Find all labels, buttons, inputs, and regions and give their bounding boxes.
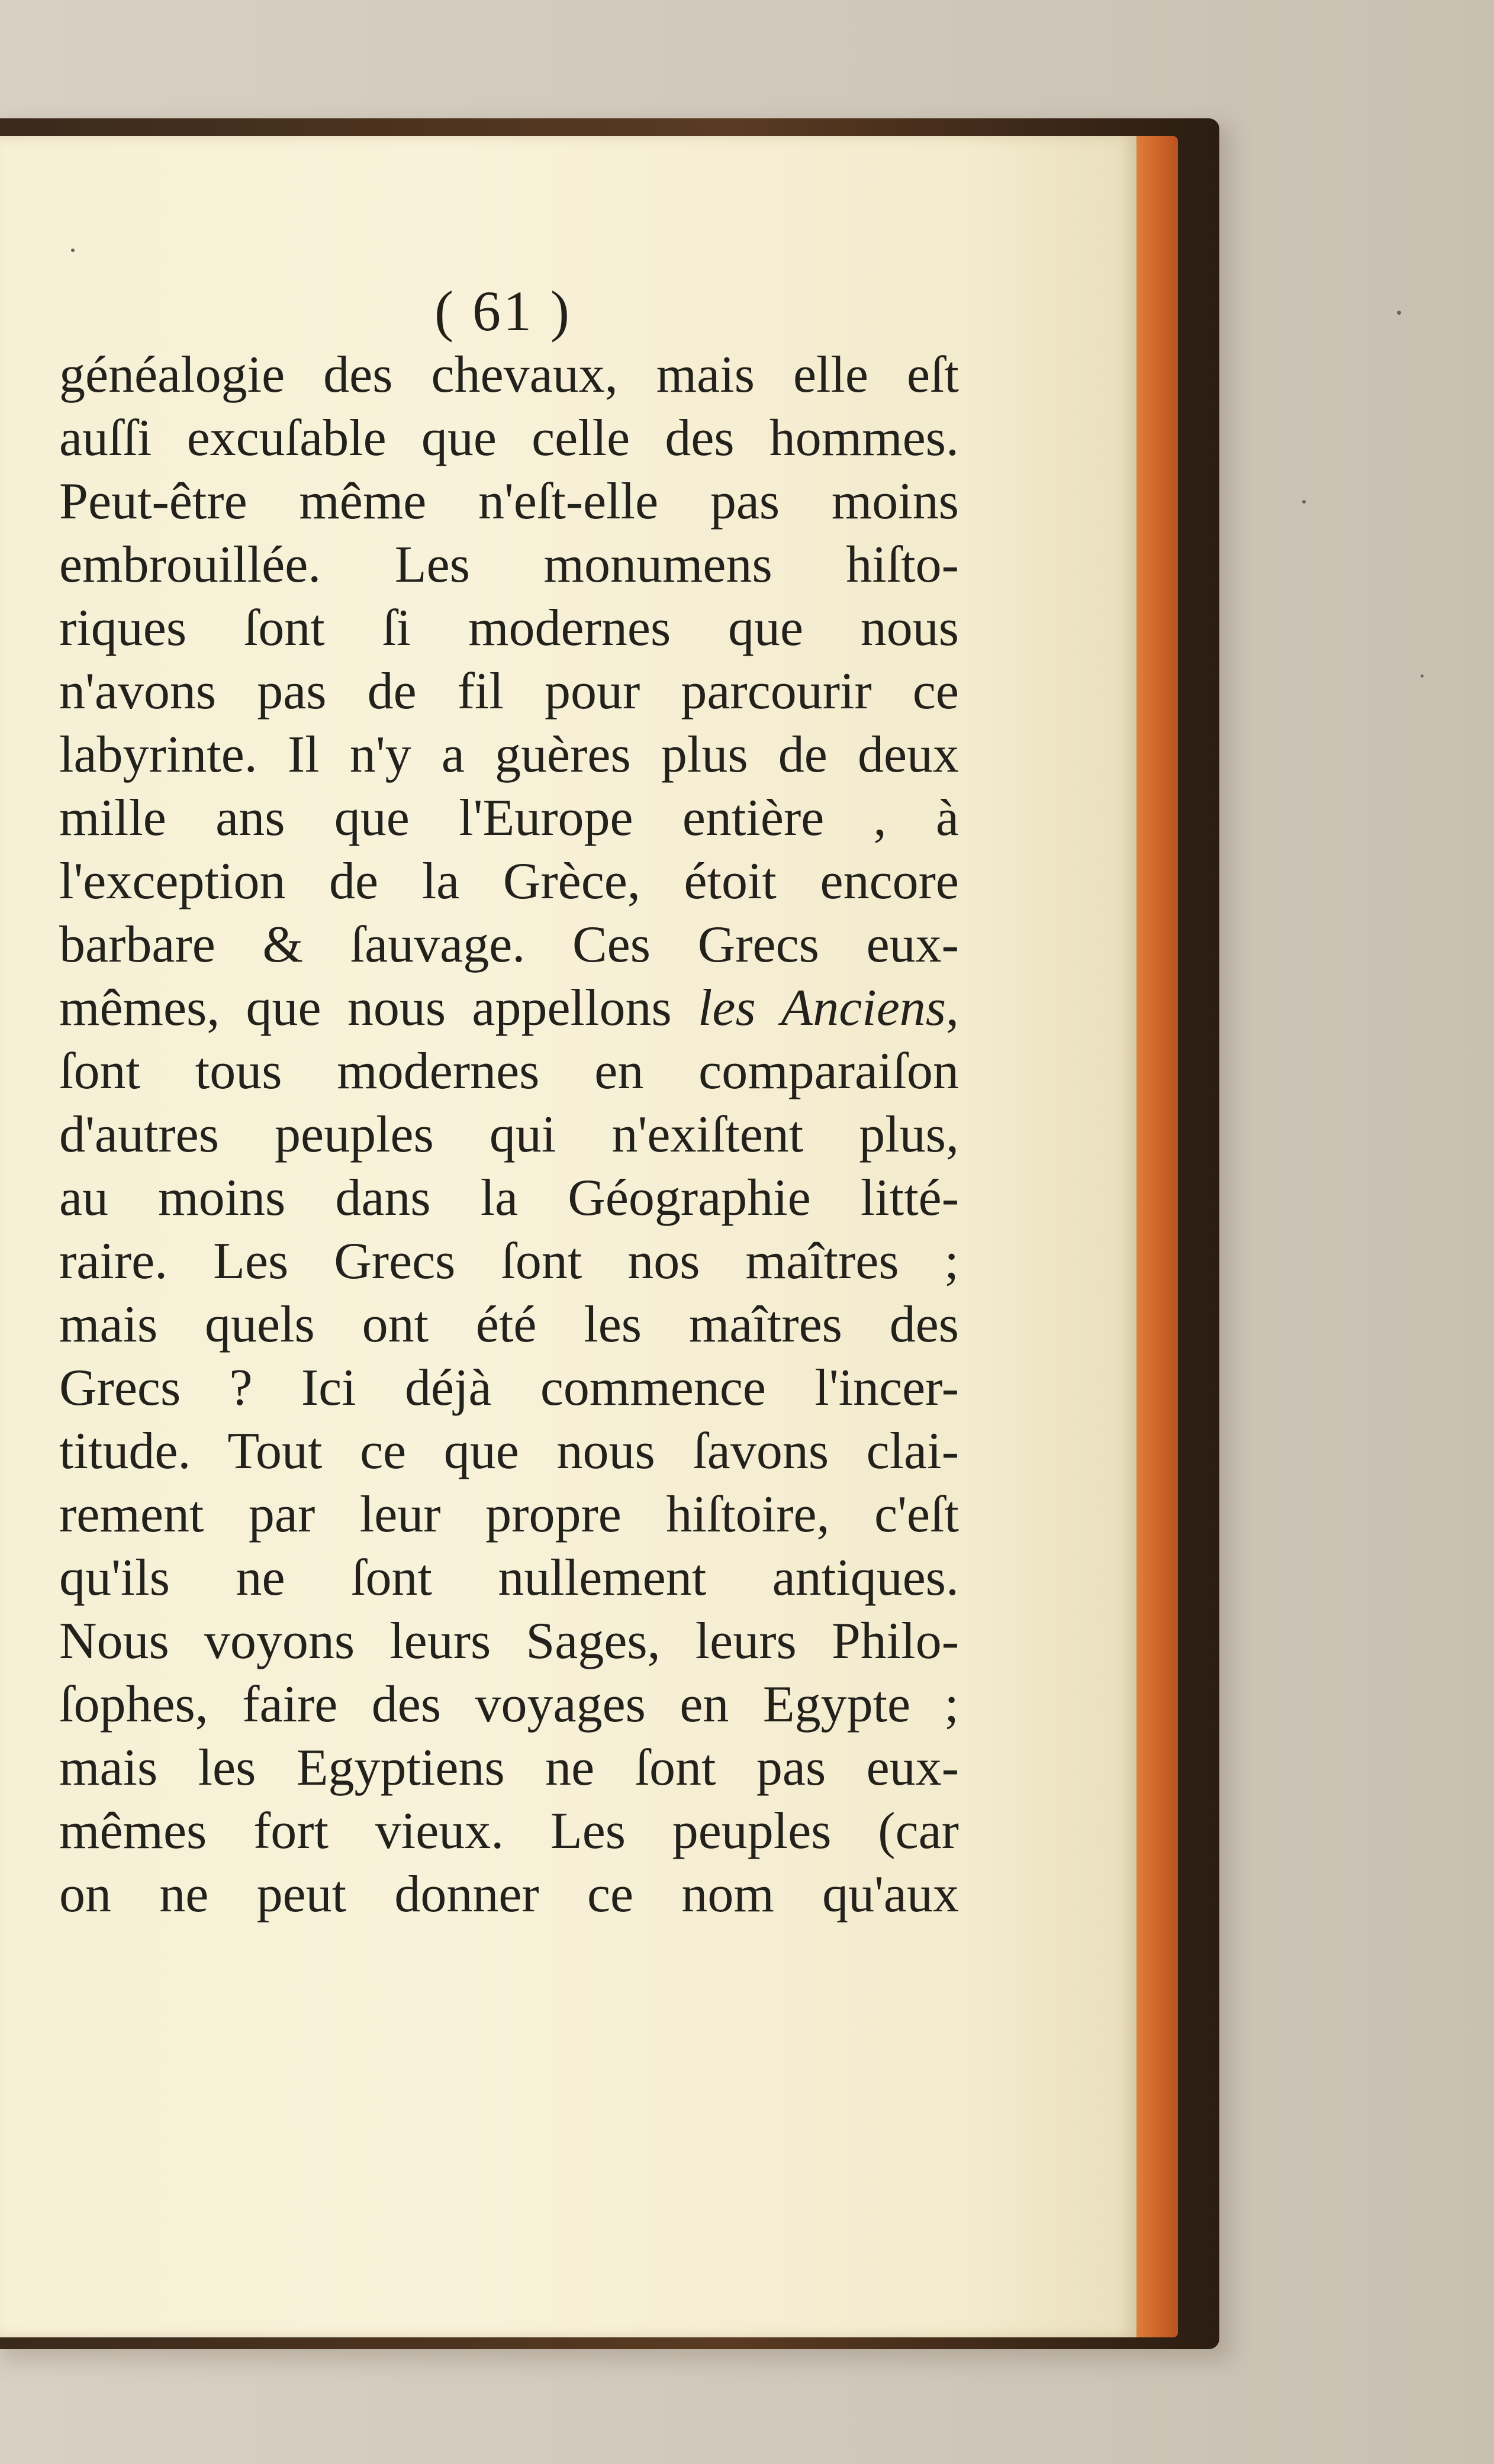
text-line [59, 1736, 959, 1799]
dust-speck [1397, 311, 1401, 315]
text-segment: labyrinte. Il n'y a guères plus de deux [59, 726, 959, 783]
text-line [59, 1863, 959, 1926]
text-line [59, 343, 959, 407]
text-line [59, 533, 959, 596]
text-segment: l'exception de la Grèce, étoit encore [59, 853, 959, 910]
text-segment: mais quels ont été les maîtres des [59, 1296, 959, 1353]
text-line [59, 723, 959, 786]
text-segment: Peut-être même n'eſt-elle pas moins [59, 473, 959, 530]
text-line [59, 1610, 959, 1673]
text-line [59, 913, 959, 976]
text-line [59, 1356, 959, 1420]
text-line [59, 1040, 959, 1103]
text-line [59, 976, 959, 1040]
text-segment: au moins dans la Géographie litté- [59, 1169, 959, 1227]
text-line [59, 1230, 959, 1293]
text-segment: ſont tous modernes en comparaiſon [59, 1043, 959, 1100]
text-line [59, 660, 959, 723]
body-text [59, 343, 959, 1926]
text-line [59, 1673, 959, 1736]
text-segment: on ne peut donner ce nom qu'aux [59, 1866, 959, 1923]
text-line [59, 596, 959, 660]
text-segment: d'autres peuples qui n'exiſtent plus, [59, 1106, 959, 1163]
text-line [59, 1293, 959, 1356]
text-segment: mais les Egyptiens ne ſont pas eux- [59, 1739, 959, 1797]
dust-speck [71, 249, 75, 252]
page-number: ( 61 ) [434, 279, 572, 343]
text-line [59, 470, 959, 533]
text-segment: titude. Tout ce que nous ſavons clai- [59, 1423, 959, 1480]
text-segment: embrouillée. Les monumens hiſto- [59, 536, 959, 594]
text-segment: rement par leur propre hiſtoire, c'eſt [59, 1486, 959, 1543]
text-line [59, 1799, 959, 1863]
text-line [59, 407, 959, 470]
text-line [59, 786, 959, 850]
page-edge-gilt [1134, 136, 1178, 2337]
text-line [59, 1483, 959, 1546]
text-line [59, 1420, 959, 1483]
text-line [59, 1166, 959, 1230]
text-line [59, 1546, 959, 1610]
text-segment: raire. Les Grecs ſont nos maîtres ; [59, 1233, 959, 1290]
text-line [59, 850, 959, 913]
text-segment: généalogie des chevaux, mais elle eſt [59, 346, 959, 404]
dust-speck [1302, 500, 1306, 504]
text-segment: , [946, 979, 959, 1037]
text-segment: Grecs ? Ici déjà commence l'incer- [59, 1359, 959, 1417]
text-segment: barbare & ſauvage. Ces Grecs eux- [59, 916, 959, 973]
text-line [59, 1103, 959, 1166]
italic-segment: les Anciens [697, 979, 946, 1037]
text-segment: n'avons pas de fil pour parcourir ce [59, 663, 959, 720]
text-segment: Nous voyons leurs Sages, leurs Philo- [59, 1612, 959, 1670]
text-segment: mêmes fort vieux. Les peuples (car [59, 1802, 959, 1860]
dust-speck [1421, 675, 1424, 678]
text-segment: mêmes, que nous appellons [59, 979, 698, 1037]
text-segment: auſſi excuſable que celle des hommes. [59, 409, 959, 467]
text-segment: ſophes, faire des voyages en Egypte ; [59, 1676, 959, 1733]
text-segment: riques ſont ſi modernes que nous [59, 599, 959, 657]
text-segment: qu'ils ne ſont nullement antiques. [59, 1549, 959, 1607]
text-segment: mille ans que l'Europe entière , à [59, 789, 959, 847]
